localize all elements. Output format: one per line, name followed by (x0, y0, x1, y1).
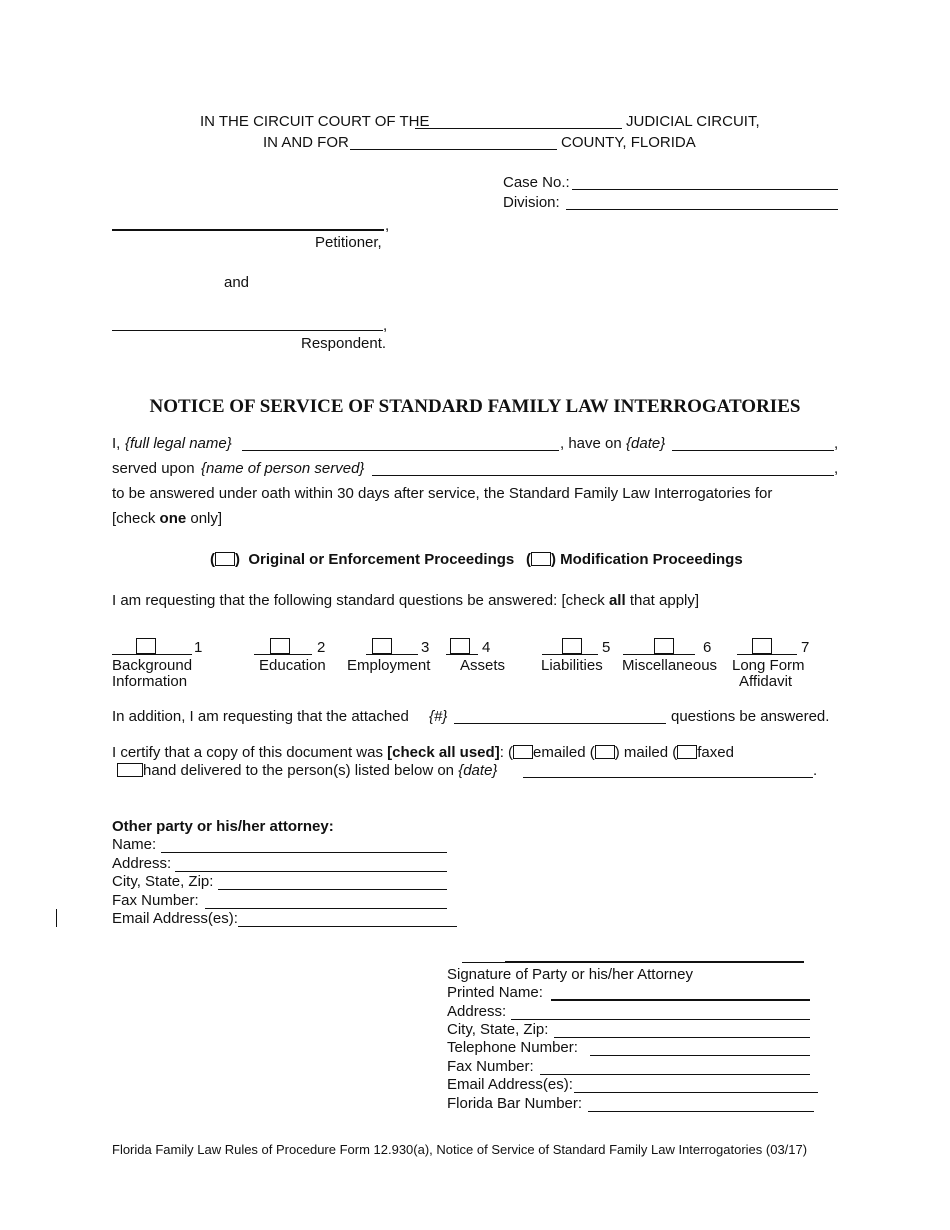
q1-label: Background (112, 657, 193, 674)
case-no-field[interactable] (572, 189, 838, 190)
county-prefix: IN AND FOR (263, 134, 349, 151)
option-original-row: ( ) Original or Enforcement Proceedings (210, 551, 515, 568)
q3-number: 3 (421, 639, 430, 656)
court-line-prefix: IN THE CIRCUIT COURT OF THE (200, 113, 430, 130)
division-label: Division: (503, 194, 560, 211)
option-modification-row: ( ) Modification Proceedings (526, 551, 743, 568)
sig-address-field[interactable] (511, 1019, 810, 1020)
hand-delivered-line (117, 762, 497, 780)
mailed-label: mailed (623, 744, 669, 761)
person-served-field[interactable] (372, 475, 834, 476)
answered-line: to be answered under oath within 30 days after service, the Standard Family Law Interrogatories for (112, 485, 773, 502)
other-party-fax-label: Fax Number: (112, 892, 199, 909)
q2-underline (254, 654, 312, 655)
sig-email-label: Email Address(es): (447, 1076, 573, 1093)
requesting-instruction: I am requesting that the following standard questions be answered: [check all that apply] (112, 592, 700, 609)
delivery-date-field[interactable] (523, 777, 813, 778)
sig-fax-label: Fax Number: (447, 1058, 534, 1075)
q6-label: Miscellaneous (622, 657, 718, 674)
q7-checkbox[interactable] (752, 638, 772, 654)
date-hint: {date} (626, 435, 666, 452)
mailed-checkbox[interactable] (595, 745, 615, 759)
q1-label-2: Information (112, 673, 188, 690)
sig-city-field[interactable] (554, 1037, 810, 1038)
emailed-checkbox[interactable] (513, 745, 533, 759)
q4-label: Assets (460, 657, 506, 674)
hand-delivered-checkbox[interactable] (117, 763, 143, 777)
respondent-comma: , (383, 317, 388, 334)
county-suffix: COUNTY, FLORIDA (561, 134, 696, 151)
comma-1: , (834, 435, 839, 452)
q6-checkbox[interactable] (654, 638, 674, 654)
sig-bar-number-field[interactable] (588, 1111, 814, 1112)
q1-underline (112, 654, 192, 655)
additional-prefix: In addition, I am requesting that the attached (112, 708, 409, 725)
modification-proceedings-checkbox[interactable] (531, 552, 551, 566)
q7-number: 7 (801, 639, 810, 656)
delivery-date-hint: {date} (458, 762, 498, 779)
full-legal-name-field[interactable] (242, 450, 559, 451)
signature-field-bold (505, 961, 804, 963)
emailed-label: emailed (533, 744, 586, 761)
other-party-city-label: City, State, Zip: (112, 873, 214, 890)
and-label: and (224, 274, 250, 291)
other-party-heading: Other party or his/her attorney: (112, 818, 334, 835)
q5-label: Liabilities (541, 657, 603, 674)
q6-number: 6 (703, 639, 712, 656)
certify-prefix: I certify that a copy of this document was (112, 744, 383, 761)
q2-number: 2 (317, 639, 326, 656)
petitioner-name-field[interactable] (112, 229, 384, 231)
printed-name-field[interactable] (551, 999, 810, 1001)
q4-underline (446, 654, 478, 655)
additional-count-hint: {#} (429, 708, 448, 725)
q2-label: Education (259, 657, 326, 674)
faxed-label: faxed (697, 744, 734, 761)
q7-underline (737, 654, 797, 655)
person-served-hint: {name of person served} (201, 460, 365, 477)
other-party-city-field[interactable] (218, 889, 447, 890)
certify-bold: [check all used] (387, 744, 500, 761)
other-party-email-label: Email Address(es): (112, 910, 238, 927)
q3-label: Employment (347, 657, 431, 674)
service-date-field[interactable] (672, 450, 834, 451)
q5-number: 5 (602, 639, 611, 656)
other-party-name-field[interactable] (161, 852, 447, 853)
sig-telephone-label: Telephone Number: (447, 1039, 578, 1056)
q7-label-2: Affidavit (739, 673, 793, 690)
sig-city-label: City, State, Zip: (447, 1021, 549, 1038)
other-party-address-field[interactable] (175, 871, 447, 872)
hand-delivered-label: hand delivered to the person(s) listed below on (143, 762, 455, 779)
signature-label: Signature of Party or his/her Attorney (447, 966, 693, 983)
case-no-label: Case No.: (503, 174, 570, 191)
other-party-email-field[interactable] (238, 926, 457, 927)
served-upon-label: served upon (112, 460, 195, 477)
certify-line: I certify that a copy of this document was [check all used]: ( emailed ( ) mailed ( faxed (112, 744, 734, 761)
q4-checkbox[interactable] (450, 638, 470, 654)
respondent-name-field[interactable] (112, 330, 383, 331)
original-proceedings-checkbox[interactable] (215, 552, 235, 566)
respondent-label: Respondent. (301, 335, 387, 352)
check-one-instruction: [check one only] (112, 510, 223, 527)
q5-underline (542, 654, 598, 655)
sig-address-label: Address: (447, 1003, 507, 1020)
full-legal-name-hint: {full legal name} (125, 435, 232, 452)
division-field[interactable] (566, 209, 838, 210)
printed-name-label: Printed Name: (447, 984, 543, 1001)
other-party-address-label: Address: (112, 855, 172, 872)
petitioner-comma: , (385, 217, 390, 234)
additional-suffix: questions be answered. (671, 708, 830, 725)
text-cursor (56, 909, 57, 927)
q5-checkbox[interactable] (562, 638, 582, 654)
additional-count-field[interactable] (454, 723, 666, 724)
option-original-label: Original or Enforcement Proceedings (248, 551, 515, 568)
other-party-fax-field[interactable] (205, 908, 447, 909)
faxed-checkbox[interactable] (677, 745, 697, 759)
county-field[interactable] (350, 149, 557, 150)
other-party-name-label: Name: (112, 836, 157, 853)
q3-checkbox[interactable] (372, 638, 392, 654)
judicial-circuit-field[interactable] (415, 128, 622, 129)
q6-underline (623, 654, 695, 655)
q3-underline (366, 654, 418, 655)
sig-email-field[interactable] (574, 1092, 818, 1093)
option-modification-label: Modification Proceedings (560, 551, 743, 568)
petitioner-label: Petitioner, (315, 234, 382, 251)
footer: Florida Family Law Rules of Procedure Form 12.930(a), Notice of Service of Standard Family Law Interrogatories (03/17) (112, 1142, 808, 1157)
i-label: I, (112, 435, 121, 452)
q2-checkbox[interactable] (270, 638, 290, 654)
q7-label: Long Form (732, 657, 805, 674)
comma-2: , (834, 460, 839, 477)
q4-number: 4 (482, 639, 491, 656)
court-line-suffix: JUDICIAL CIRCUIT, (626, 113, 760, 130)
sig-telephone-field[interactable] (590, 1055, 810, 1056)
q1-checkbox[interactable] (136, 638, 156, 654)
sig-bar-number-label: Florida Bar Number: (447, 1095, 583, 1112)
period: . (813, 762, 818, 779)
q1-number: 1 (194, 639, 203, 656)
sig-fax-field[interactable] (540, 1074, 810, 1075)
document-title: NOTICE OF SERVICE OF STANDARD FAMILY LAW INTERROGATORIES (149, 396, 801, 417)
have-on-label: , have on (560, 435, 622, 452)
